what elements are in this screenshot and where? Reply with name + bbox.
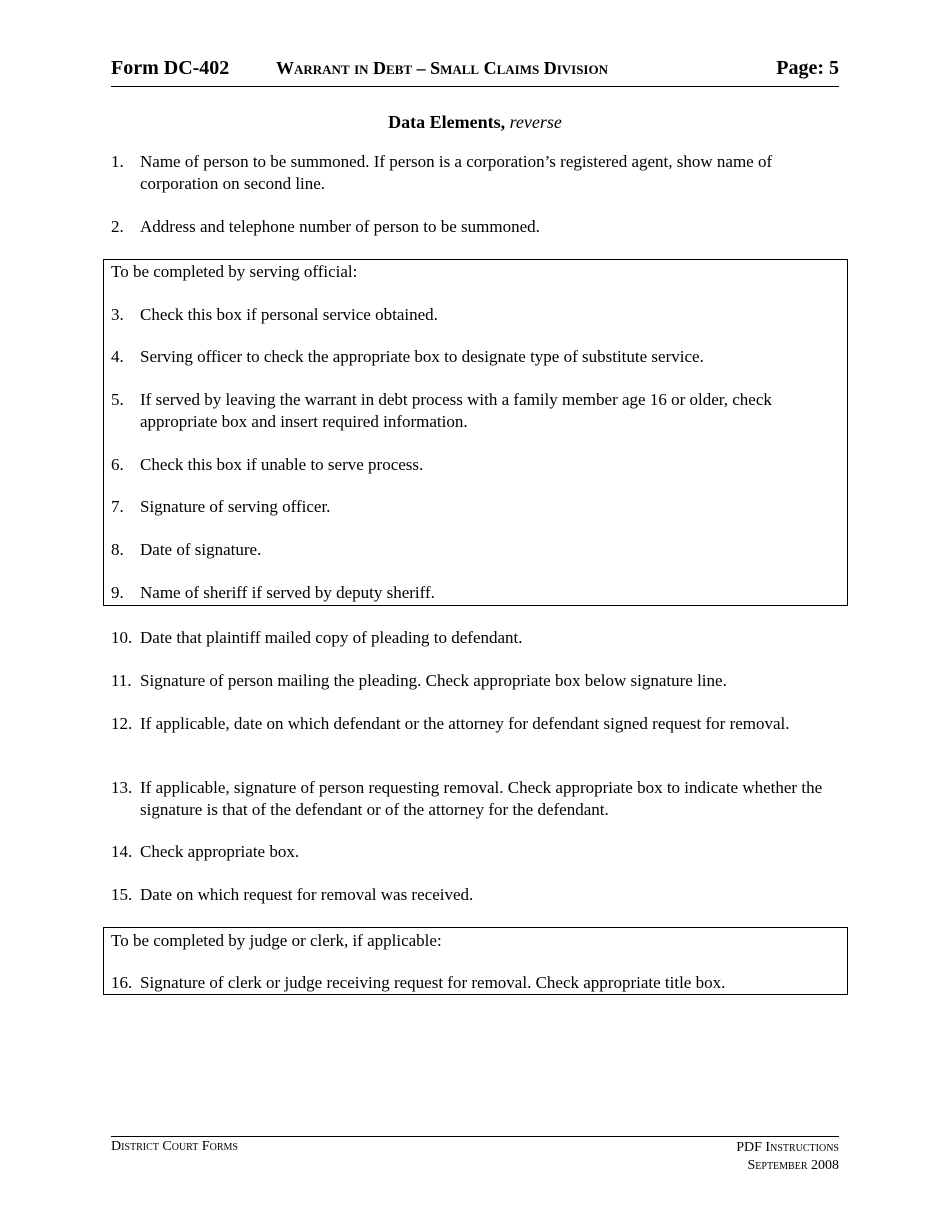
form-id: Form DC-402 [111, 57, 230, 79]
item-number: 15. [111, 885, 133, 904]
item-number: 14. [111, 842, 133, 861]
item-number: 3. [111, 305, 124, 324]
list-item [111, 389, 841, 433]
item-text: If served by leaving the warrant in debt process with a family member age 16 or older, check appropriate box and insert required information. [140, 390, 772, 431]
section-title-main: Data Elements, [388, 112, 506, 132]
box-lead-serving: To be completed by serving official: [111, 262, 358, 281]
item-text: Check appropriate box. [140, 842, 300, 861]
item-text: Check this box if personal service obtained. [140, 305, 438, 324]
list-item [111, 539, 841, 561]
item-number: 4. [111, 347, 124, 366]
page-header [111, 55, 839, 87]
footer-left: District Court Forms [111, 1139, 238, 1154]
item-text: Date that plaintiff mailed copy of pleading to defendant. [140, 628, 523, 647]
list-item [111, 972, 841, 994]
item-text: Signature of serving officer. [140, 497, 331, 516]
item-number: 6. [111, 455, 124, 474]
item-number: 2. [111, 217, 124, 236]
item-text: Signature of person mailing the pleading. Check appropriate box below signature line. [140, 671, 727, 690]
item-text: Serving officer to check the appropriate box to designate type of substitute service. [140, 347, 704, 366]
item-number: 5. [111, 390, 124, 409]
item-text: If applicable, date on which defendant or the attorney for defendant signed request for removal. [140, 714, 790, 733]
list-item [111, 777, 841, 821]
item-text: Name of person to be summoned. If person is a corporation’s registered agent, show name of corporation on second line. [140, 152, 773, 193]
item-text: Check this box if unable to serve process. [140, 455, 424, 474]
list-item [111, 627, 841, 649]
item-text: Date of signature. [140, 540, 262, 559]
list-item [111, 216, 841, 238]
footer-right-line1: PDF Instructions [736, 1140, 839, 1155]
form-title: Warrant in Debt – Small Claims Division [276, 58, 608, 78]
item-text: Address and telephone number of person to be summoned. [140, 217, 540, 236]
list-item [111, 151, 841, 195]
page-number: Page: 5 [776, 57, 839, 79]
item-number: 1. [111, 152, 124, 171]
list-item [111, 304, 841, 326]
item-number: 13. [111, 778, 133, 797]
item-text: Name of sheriff if served by deputy sheriff. [140, 583, 435, 602]
item-text: Date on which request for removal was received. [140, 885, 474, 904]
item-number: 8. [111, 540, 124, 559]
list-item [111, 713, 841, 735]
list-item [111, 346, 841, 368]
item-text: Signature of clerk or judge receiving request for removal. Check appropriate title box. [140, 973, 726, 992]
item-number: 11. [111, 671, 132, 690]
list-item [111, 841, 841, 863]
list-item [111, 454, 841, 476]
list-item [111, 670, 841, 692]
footer-right [736, 1139, 839, 1175]
item-number: 16. [111, 973, 133, 992]
item-number: 12. [111, 714, 133, 733]
section-title [0, 112, 950, 133]
item-number: 7. [111, 497, 124, 516]
footer-right-line2: September 2008 [747, 1158, 839, 1173]
section-title-sub: reverse [509, 112, 562, 132]
list-item [111, 582, 841, 604]
list-item [111, 496, 841, 518]
item-number: 10. [111, 628, 133, 647]
item-text: If applicable, signature of person requesting removal. Check appropriate box to indicate whether the signature is that of the defendant or of the attorney for the defendant. [140, 778, 823, 819]
item-number: 9. [111, 583, 124, 602]
footer-divider [111, 1136, 839, 1137]
box-lead-judge: To be completed by judge or clerk, if applicable: [111, 931, 442, 950]
list-item [111, 884, 841, 906]
